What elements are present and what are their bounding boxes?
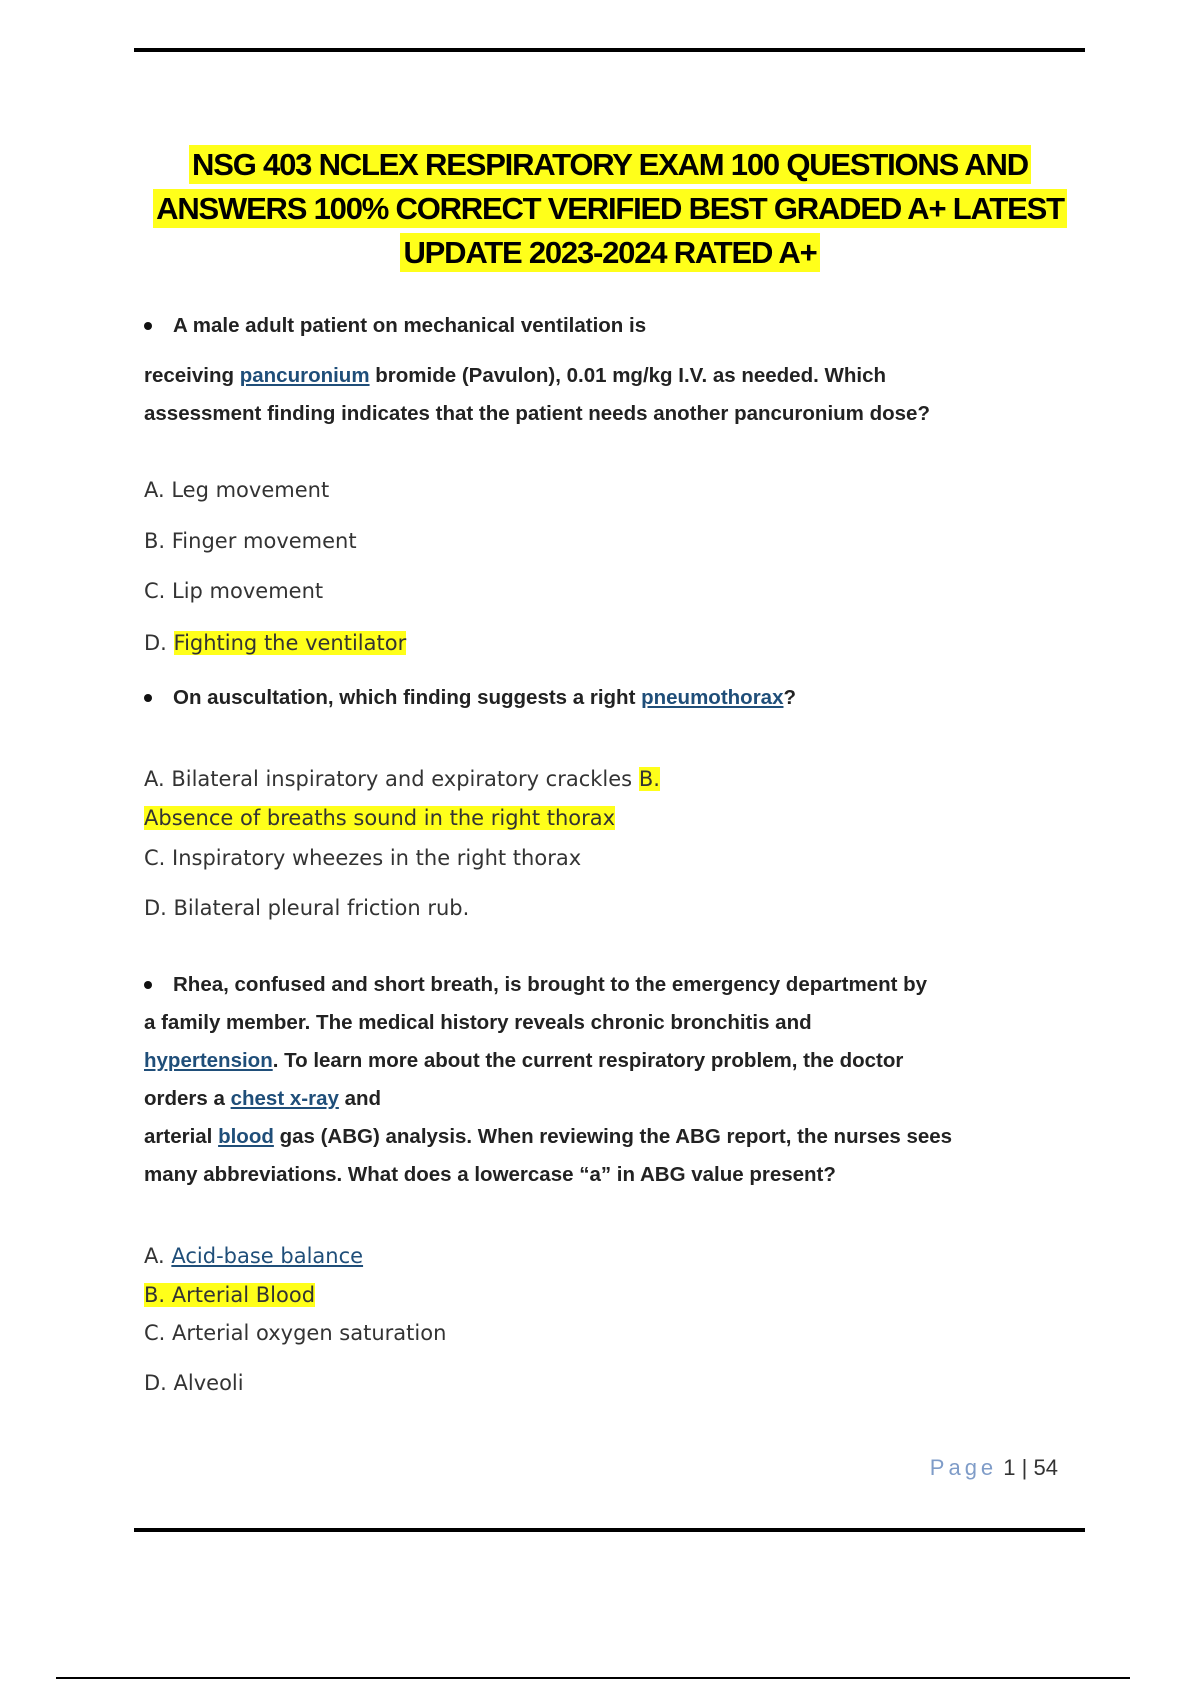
- correct-answer-prefix: B.: [638, 767, 660, 791]
- question-1-line-3: assessment finding indicates that the patient needs another pancuronium dose?: [144, 402, 930, 425]
- title-line-1: NSG 403 NCLEX RESPIRATORY EXAM 100 QUESTIONS AND: [189, 145, 1031, 184]
- question-3-line-5: [144, 1123, 952, 1151]
- option-b: [144, 804, 615, 832]
- question-2: [173, 684, 796, 712]
- question-3-line-3: [144, 1047, 903, 1075]
- total-pages: 54: [1033, 1455, 1058, 1480]
- link-hypertension[interactable]: hypertension: [144, 1049, 273, 1072]
- option-b: B. Finger movement: [144, 529, 357, 553]
- bullet-icon: [144, 694, 152, 702]
- text: and: [338, 1087, 382, 1110]
- option-a: [144, 765, 660, 793]
- question-1-line-2: [144, 362, 886, 390]
- question-3: Rhea, confused and short breath, is brought to the emergency department by: [173, 973, 928, 996]
- question-3-line-2: a family member. The medical history reveals chronic bronchitis and: [144, 1011, 812, 1034]
- correct-answer: Absence of breaths sound in the right thorax: [144, 806, 616, 830]
- footer-rule: [134, 1528, 1085, 1532]
- correct-answer: Fighting the ventilator: [173, 631, 407, 655]
- text: On auscultation, which finding suggests a right: [173, 686, 642, 709]
- link-pneumothorax[interactable]: pneumothorax: [641, 686, 784, 709]
- page-bottom-rule: [56, 1677, 1130, 1679]
- question-3-line-4: [144, 1085, 381, 1113]
- document-title-2: [0, 187, 1200, 231]
- current-page: 1: [1003, 1455, 1016, 1480]
- separator: |: [1021, 1455, 1028, 1480]
- option-d: [144, 629, 406, 657]
- text: orders a: [144, 1087, 231, 1110]
- link-acid-base-balance[interactable]: Acid-base balance: [171, 1244, 364, 1268]
- page-label: Page: [929, 1455, 998, 1480]
- option-c: C. Inspiratory wheezes in the right thorax: [144, 846, 582, 870]
- header-rule: [134, 48, 1085, 52]
- bullet-icon: [144, 322, 152, 330]
- text: . To learn more about the current respiratory problem, the doctor: [272, 1049, 904, 1072]
- option-b: [144, 1281, 315, 1309]
- document-title: [0, 143, 1200, 187]
- option-c: C. Arterial oxygen saturation: [144, 1321, 447, 1345]
- document-title-3: [0, 231, 1200, 275]
- page-number: [930, 1454, 1058, 1482]
- question-1: A male adult patient on mechanical ventilation is: [173, 314, 647, 337]
- text: A. Bilateral inspiratory and expiratory crackles: [144, 767, 639, 791]
- text: bromide (Pavulon), 0.01 mg/kg I.V. as needed. Which: [369, 364, 886, 387]
- text: arterial: [144, 1125, 219, 1148]
- link-chest-x-ray[interactable]: chest x-ray: [230, 1087, 339, 1110]
- question-3-line-6: many abbreviations. What does a lowercase “a” in ABG value present?: [144, 1163, 836, 1186]
- option-d: D. Alveoli: [144, 1371, 244, 1395]
- bullet-icon: [144, 981, 152, 989]
- text: D.: [144, 631, 174, 655]
- title-line-2: ANSWERS 100% CORRECT VERIFIED BEST GRADED A+ LATEST: [153, 189, 1067, 228]
- link-pancuronium[interactable]: pancuronium: [239, 364, 370, 387]
- option-a: [144, 1242, 363, 1270]
- text: gas (ABG) analysis. When reviewing the ABG report, the nurses sees: [273, 1125, 953, 1148]
- correct-answer: B. Arterial Blood: [144, 1283, 316, 1307]
- option-d: D. Bilateral pleural friction rub.: [144, 896, 470, 920]
- option-c: C. Lip movement: [144, 579, 324, 603]
- option-a: A. Leg movement: [144, 478, 330, 502]
- link-blood[interactable]: blood: [218, 1125, 274, 1148]
- text: A.: [144, 1244, 172, 1268]
- title-line-3: UPDATE 2023-2024 RATED A+: [400, 233, 819, 272]
- text: receiving: [144, 364, 240, 387]
- text: ?: [783, 686, 797, 709]
